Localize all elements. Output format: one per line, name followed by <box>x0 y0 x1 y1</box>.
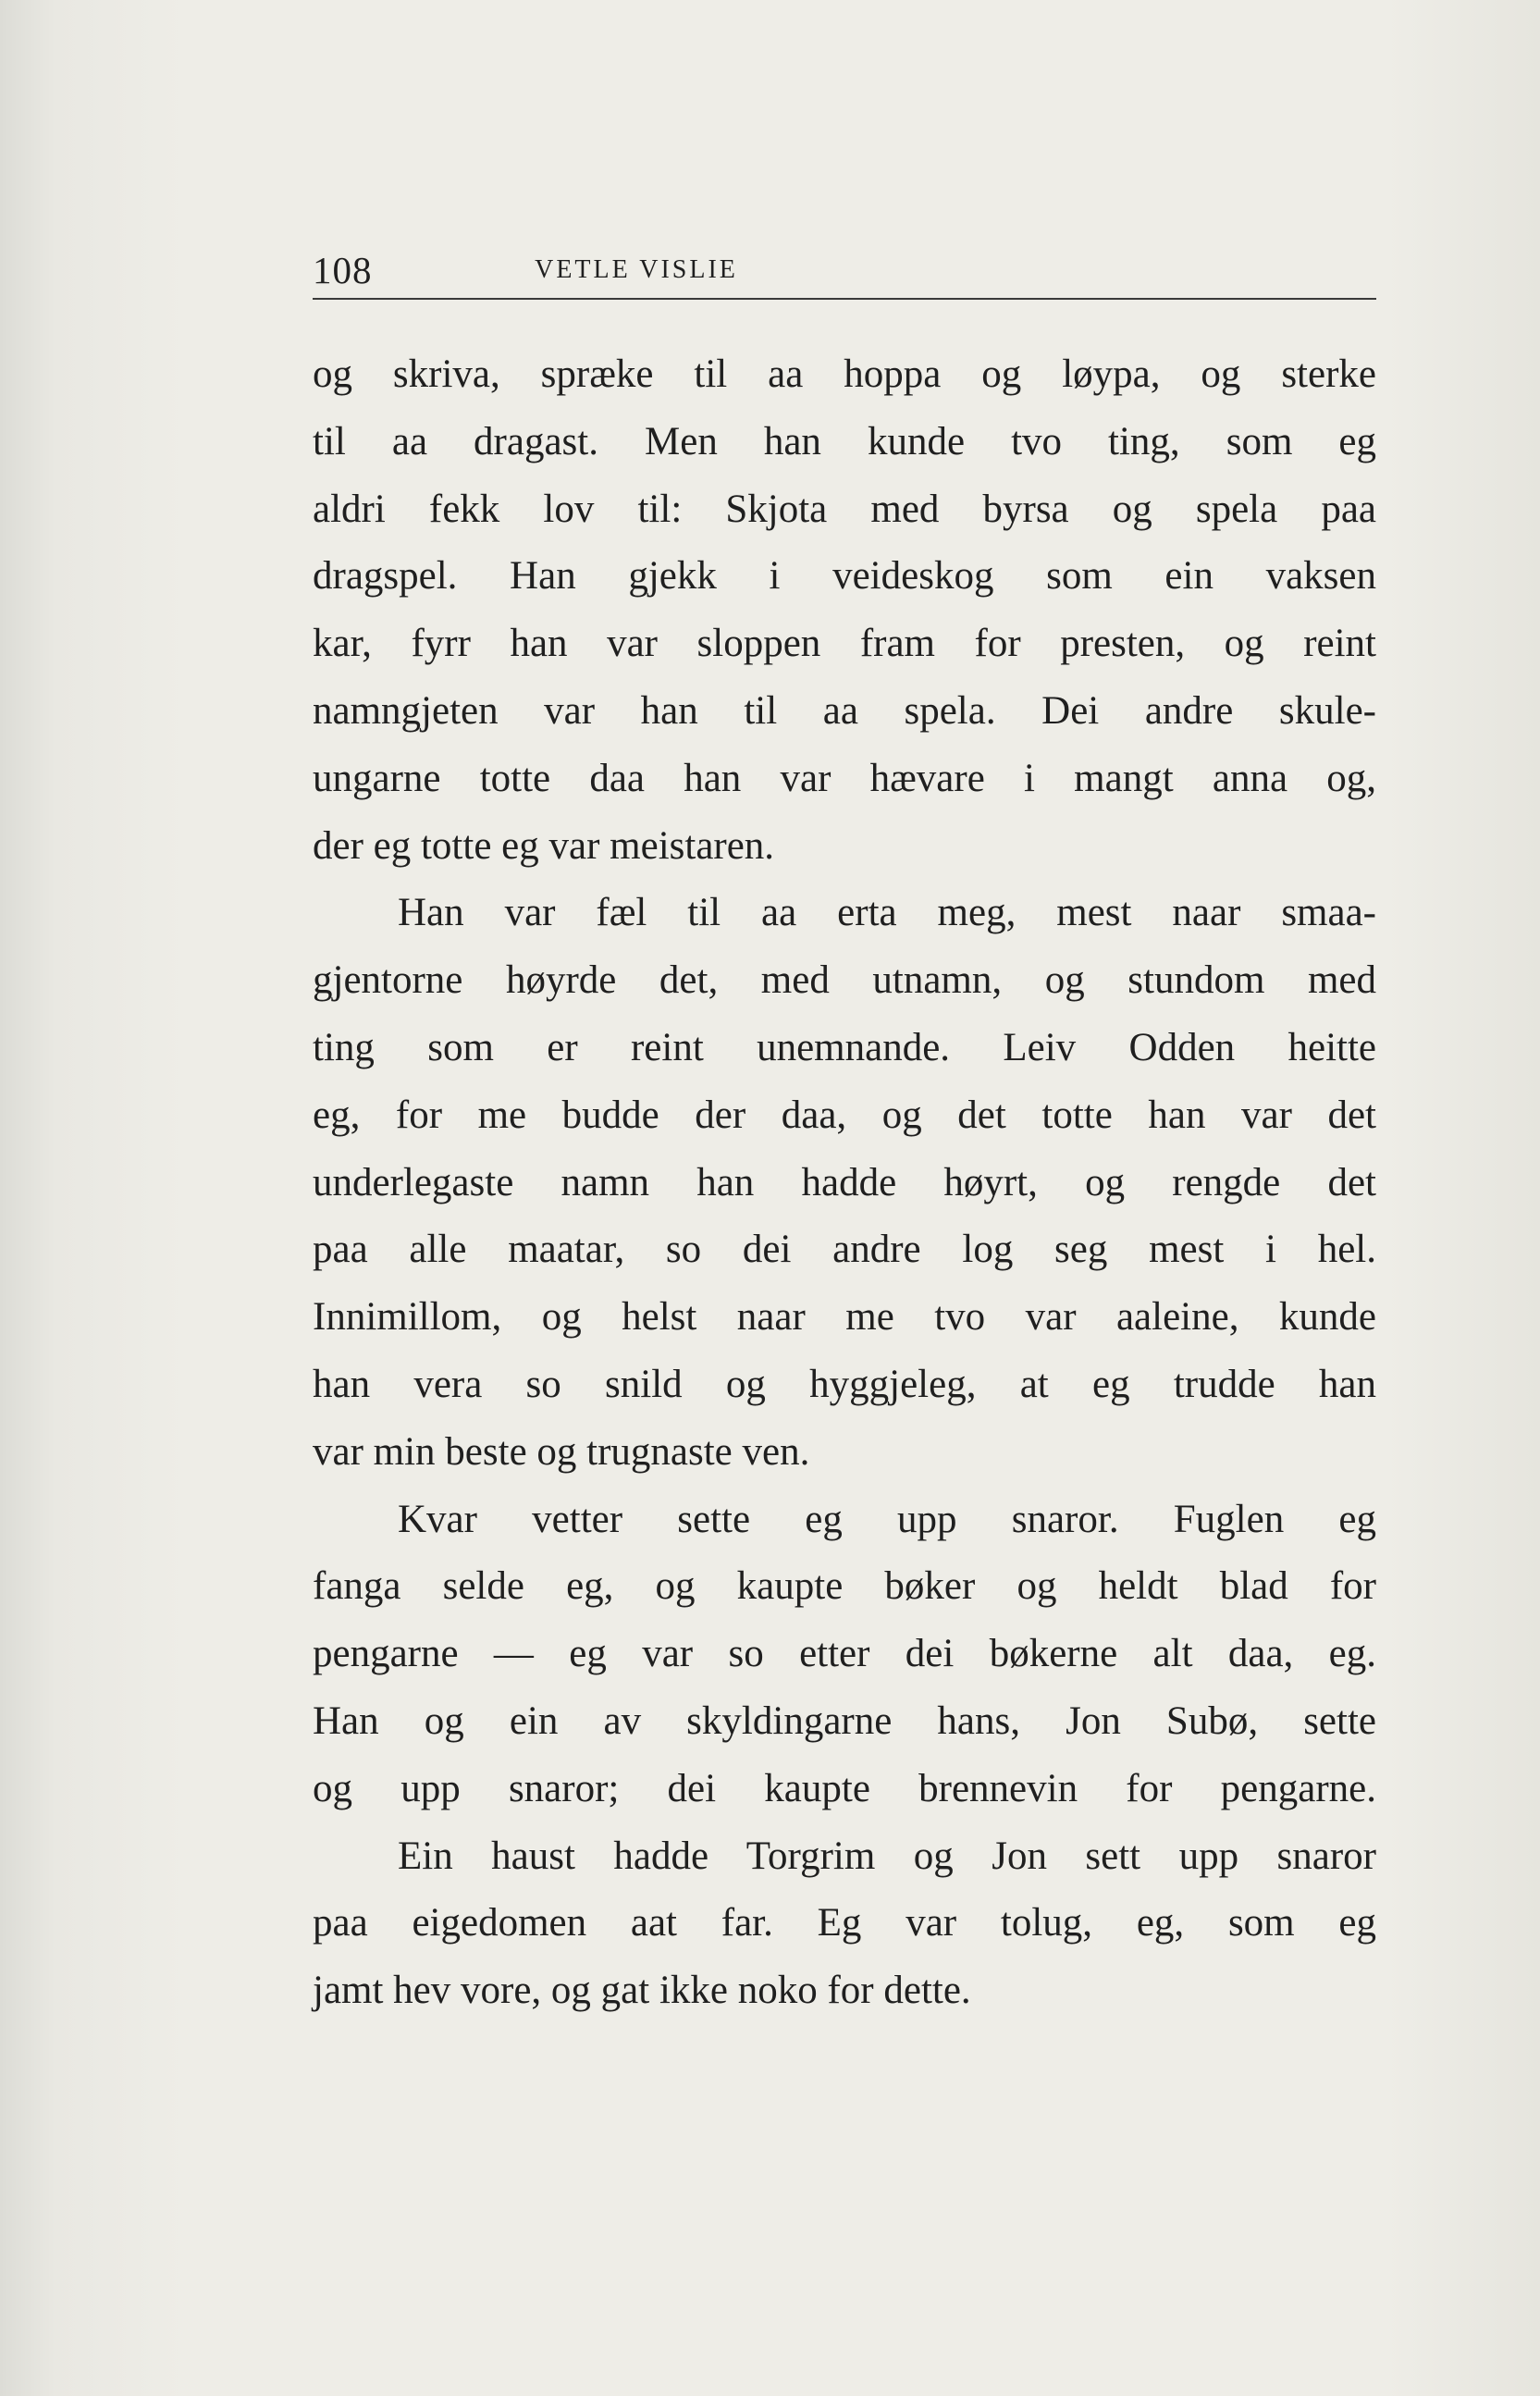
text-line: pengarne — eg var so etter dei bøkerne alt daa, eg. <box>313 1632 1376 1676</box>
text-line: og skriva, spræke til aa hoppa og løypa, og sterke <box>313 352 1376 396</box>
text-line: var min beste og trugnaste ven. <box>313 1429 810 1474</box>
paragraph-4 <box>313 1823 1376 2025</box>
text-line: namngjeten var han til aa spela. Dei andre skule- <box>313 688 1376 733</box>
text-line: paa eigedomen aat far. Eg var tolug, eg, som eg <box>313 1901 1376 1945</box>
text-line: der eg totte eg var meistaren. <box>313 823 775 868</box>
text-line: paa alle maatar, so dei andre log seg mest i hel. <box>313 1228 1376 1272</box>
running-head: VETLE VISLIE <box>535 255 738 284</box>
text-line: ungarne totte daa han var hævare i mangt anna og, <box>313 756 1376 800</box>
text-line: aldri fekk lov til: Skjota med byrsa og spela paa <box>313 487 1376 531</box>
text-line: eg, for me budde der daa, og det totte han var det <box>313 1093 1376 1137</box>
text-line: ting som er reint unemnande. Leiv Odden heitte <box>313 1025 1376 1069</box>
paragraph-3 <box>313 1487 1376 1823</box>
text-line: Kvar vetter sette eg upp snaror. Fuglen eg <box>398 1497 1376 1541</box>
text-line: dragspel. Han gjekk i veideskog som ein vaksen <box>313 554 1376 599</box>
paragraph-2 <box>313 880 1376 1486</box>
paragraph-1 <box>313 341 1376 880</box>
body-text <box>313 341 1376 2025</box>
text-line: Han og ein av skyldingarne hans, Jon Subø, sette <box>313 1698 1376 1743</box>
text-line: og upp snaror; dei kaupte brennevin for pengarne. <box>313 1766 1376 1810</box>
text-line: Ein haust hadde Torgrim og Jon sett upp snaror <box>398 1834 1376 1878</box>
text-line: til aa dragast. Men han kunde tvo ting, som eg <box>313 419 1376 463</box>
text-line: gjentorne høyrde det, med utnamn, og stundom med <box>313 958 1376 1003</box>
page-header <box>313 242 1376 300</box>
text-line: Innimillom, og helst naar me tvo var aaleine, kunde <box>313 1295 1376 1340</box>
text-line: Han var fæl til aa erta meg, mest naar smaa- <box>398 891 1376 935</box>
text-line: fanga selde eg, og kaupte bøker og heldt blad for <box>313 1564 1376 1609</box>
page-number: 108 <box>313 249 373 291</box>
text-line: han vera so snild og hyggjeleg, at eg trudde han <box>313 1362 1376 1406</box>
text-line: jamt hev vore, og gat ikke noko for dette. <box>313 1969 971 2013</box>
text-line: kar, fyrr han var sloppen fram for presten, og reint <box>313 622 1376 666</box>
text-line: underlegaste namn han hadde høyrt, og rengde det <box>313 1160 1376 1204</box>
